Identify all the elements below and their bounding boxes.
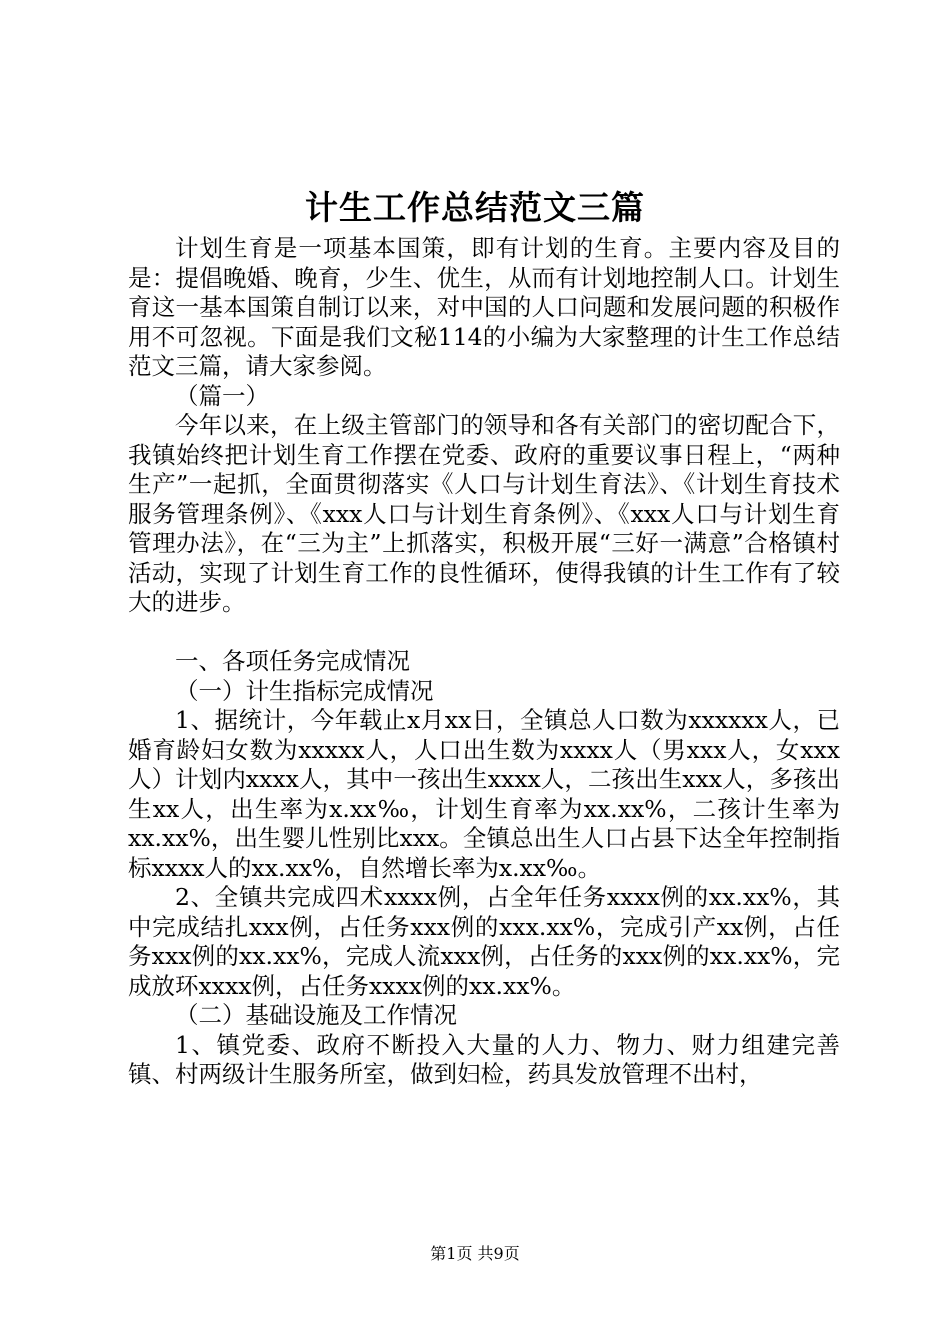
section-heading-part-one: （篇一） (175, 381, 269, 410)
page-number-footer: 第1页 共9页 (430, 1244, 520, 1263)
heading-tasks-completion: 一、各项任务完成情况 (175, 647, 410, 675)
subheading-indicators: （一）计生指标完成情况 (175, 676, 434, 705)
document-title: 计生工作总结范文三篇 (305, 188, 645, 227)
part-one-paragraph: 今年以来，在上级主管部门的领导和各有关部门的密切配合下，我镇始终把计划生育工作摆在党委、政府的重要议事日程上，“两种生产”一起抓，全面贯彻落实《人口与计划生育法》、《计划生育技术服务管理条例》、《xxx人口与计划生育条例》、《xxx人口与计划生育管理办法》，在“三为主”上抓落实，积极开展“三好一满意”合格镇村活动，实现了计划生育工作的良性循环，使得我镇的计生工作有了较大的进步。 (128, 411, 840, 616)
intro-paragraph: 计划生育是一项基本国策，即有计划的生育。主要内容及目的是：提倡晚婚、晚育，少生、优生，从而有计划地控制人口。计划生育这一基本国策自制订以来，对中国的人口问题和发展问题的积极作用不可忽视。下面是我们文秘114的小编为大家整理的计生工作总结范文三篇，请大家参阅。 (128, 234, 840, 380)
statistics-paragraph: 1、据统计，今年载止x月xx日，全镇总人口数为xxxxxx人，已婚育龄妇女数为xxxxx人，人口出生数为xxxx人（男xxx人，女xxx人）计划内xxxx人，其中一孩出生xxxx人，二孩出生xxx人，多孩出生xx人，出生率为x.xx‰，计划生育率为xx.xx%，二孩计生率为xx.xx%，出生婴儿性别比xxx。全镇总出生人口占县下达全年控制指标xxxx人的xx.xx%，自然增长率为x.xx‰。 (128, 706, 840, 882)
operations-paragraph: 2、全镇共完成四术xxxx例，占全年任务xxxx例的xx.xx%，其中完成结扎xxx例，占任务xxx例的xxx.xx%，完成引产xx例，占任务xxx例的xx.xx%，完成人流xxx例，占任务的xxx例的xx.xx%，完成放环xxxx例，占任务xxxx例的xx.xx%。 (128, 883, 840, 1000)
subheading-infrastructure: （二）基础设施及工作情况 (175, 1001, 457, 1029)
infrastructure-paragraph: 1、镇党委、政府不断投入大量的人力、物力、财力组建完善镇、村两级计生服务所室，做到妇检，药具发放管理不出村， (128, 1030, 840, 1088)
document-body (128, 234, 840, 1090)
